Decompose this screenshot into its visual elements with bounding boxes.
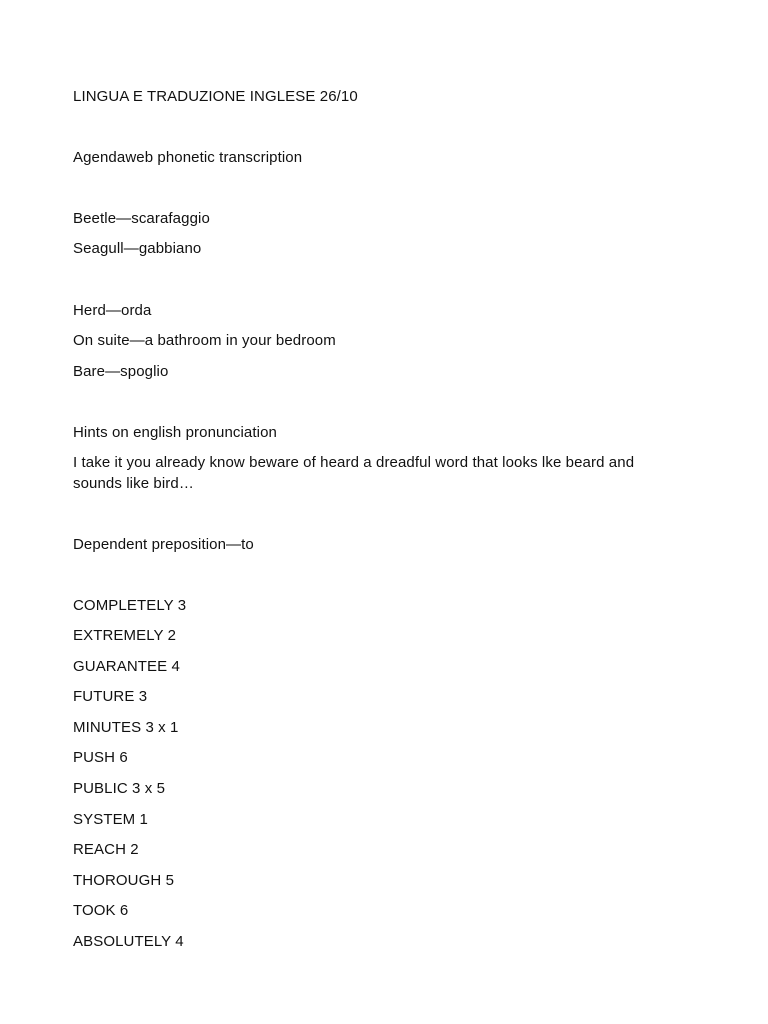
vocab-line: On suite—a bathroom in your bedroom (73, 332, 336, 349)
word-list-item: SYSTEM 1 (73, 811, 148, 828)
word-list-item: FUTURE 3 (73, 688, 148, 705)
vocab-line: Beetle—scarafaggio (73, 210, 210, 227)
word-list-item: EXTREMELY 2 (73, 627, 177, 644)
vocab-line: Seagull—gabbiano (73, 240, 202, 257)
hints-paragraph: I take it you already know beware of heard a dreadful word that looks lke beard and sounds like bird… (73, 454, 635, 492)
word-list-item: THOROUGH 5 (73, 872, 175, 889)
word-list-item: TOOK 6 (73, 902, 129, 919)
word-list-item: PUSH 6 (73, 749, 128, 766)
vocab-line: Bare—spoglio (73, 363, 169, 380)
word-list-item: MINUTES 3 x 1 (73, 719, 179, 736)
vocab-line: Herd—orda (73, 302, 152, 319)
word-list-item: ABSOLUTELY 4 (73, 933, 184, 950)
hints-heading: Hints on english pronunciation (73, 424, 277, 441)
word-list-item: GUARANTEE 4 (73, 658, 180, 675)
word-list-item: COMPLETELY 3 (73, 597, 187, 614)
document-subtitle: Agendaweb phonetic transcription (73, 149, 303, 166)
dependent-preposition-line: Dependent preposition—to (73, 536, 254, 553)
word-list-item: PUBLIC 3 x 5 (73, 780, 166, 797)
word-list-item: REACH 2 (73, 841, 139, 858)
document-title: LINGUA E TRADUZIONE INGLESE 26/10 (73, 88, 358, 105)
